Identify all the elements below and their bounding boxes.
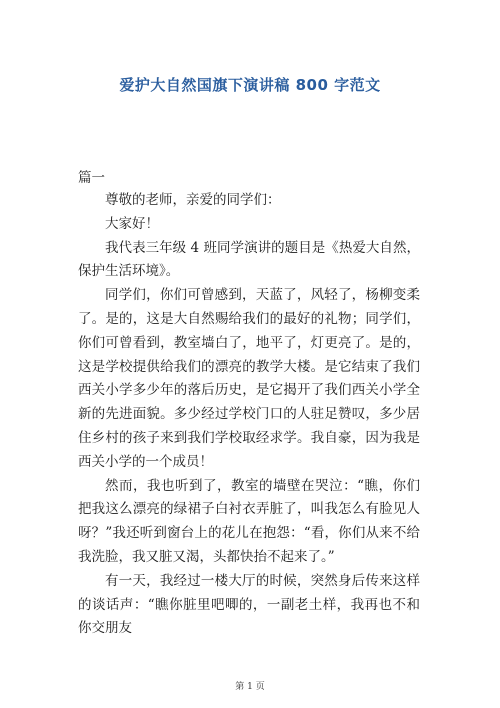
- section-label: 篇一: [78, 170, 105, 186]
- paragraph-greeting: 大家好！: [105, 215, 159, 232]
- paragraph-body-1: 同学们，你们可曾感到，天蓝了，风轻了，杨柳变柔了。是的，这是大自然赐给我们的最好的礼物；同学们，你们可曾看到，教室墙白了，地平了，灯更亮了。是的，这是学校提供给我们的漂亮的教学大楼。是它结束了我们西关小学多少年的落后历史，是它揭开了我们西关小学全新的先进面貌。多少经过学校门口的人驻足赞叹，多少居住乡村的孩子来到我们学校取经求学。我自豪，因为我是西关小学的一个成员！: [78, 287, 420, 470]
- document-body: [78, 189, 420, 641]
- paragraph-topic: 我代表三年级 4 班同学演讲的题目是《热爱大自然，保护生活环境》。: [78, 239, 420, 280]
- document-title: 爱护大自然国旗下演讲稿 800 字范文: [119, 76, 381, 94]
- paragraph-salutation: 尊敬的老师，亲爱的同学们：: [105, 192, 281, 208]
- paragraph-body-3: 有一天，我经过一楼大厅的时候，突然身后传来这样的谈话声：“瞧你脏里吧唧的，一副老土样，我再也不和你交朋友: [78, 572, 420, 637]
- page-number: 第 1 页: [235, 682, 265, 692]
- paragraph-body-2: 然而，我也听到了，教室的墙壁在哭泣：“瞧，你们把我这么漂亮的绿裙子白衬衣弄脏了，叫我怎么有脸见人呀？”我还听到窗台上的花儿在抱怨：“看，你们从来不给我洗脸，我又脏又渴，头都快抬不起来了。”: [78, 477, 420, 565]
